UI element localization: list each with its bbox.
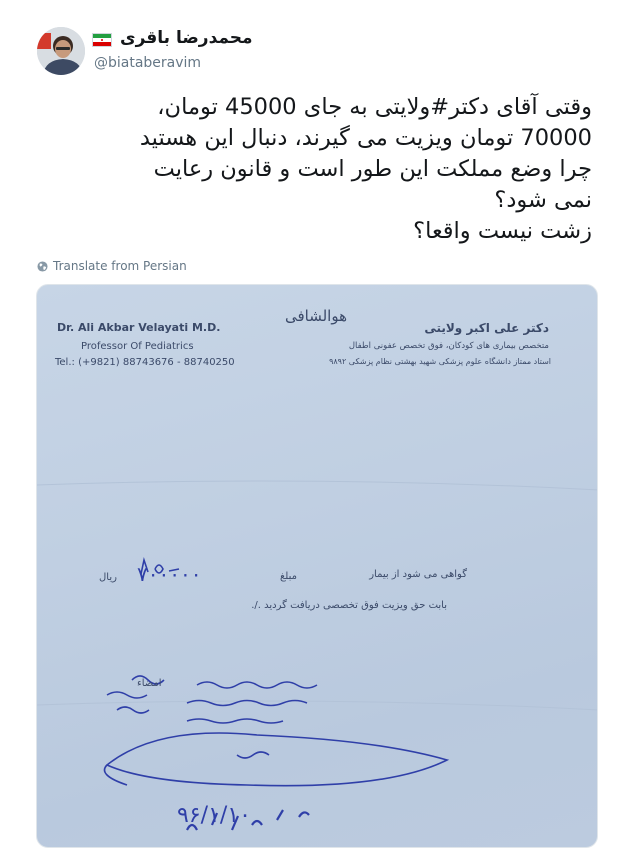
tweet-line: 70000 تومان ویزیت می گیرند، دنبال این هستید [139, 125, 592, 151]
handwritten-date-text: ۹۶/۱/۱۰ [177, 803, 251, 828]
tweet-line: نمی شود؟ [494, 187, 592, 213]
iran-flag-icon [92, 33, 112, 47]
amount-label-fa: مبلغ [279, 571, 297, 582]
patient-line-fa: گواهی می شود از بیمار [369, 569, 467, 580]
avatar-photo [37, 27, 85, 75]
doctor-affiliation-fa: استاد ممتاز دانشگاه علوم پزشکی شهید بهشتی نظام پزشکی ۹۸۹۲ [329, 357, 551, 366]
doctor-phone-en: Tel.: (+9821) 88743676 - 88740250 [55, 357, 235, 368]
tweet-header [0, 0, 631, 88]
translate-label[interactable]: Translate from Persian [53, 259, 187, 273]
avatar[interactable] [37, 27, 85, 75]
doctor-name-en: Dr. Ali Akbar Velayati M.D. [57, 321, 221, 334]
receipt-line-fa: بابت حق ویزیت فوق تخصصی دریافت گردید ./. [251, 600, 447, 611]
signature-scribble [105, 676, 448, 786]
currency-label-fa: ریال [99, 572, 117, 583]
tweet-line: وقتی آقای دکتر#ولایتی به جای 45000 تومان، [157, 94, 592, 120]
prescription-header-fa: هوالشافی [284, 307, 347, 325]
tweet-line: چرا وضع مملکت این طور است و قانون رعایت [153, 156, 592, 182]
signature-label-fa: امضاء [137, 678, 162, 689]
display-name-row[interactable] [92, 28, 253, 54]
tweet-line: زشت نیست واقعا؟ [413, 218, 592, 244]
doctor-title-en: Professor Of Pediatrics [81, 341, 194, 352]
translate-link[interactable] [37, 258, 187, 274]
globe-icon [37, 261, 48, 272]
doctor-specialty-fa: متخصص بیماری های کودکان، فوق تخصص عفونی اطفال [348, 341, 549, 351]
doctor-name-fa: دکتر علی اکبر ولایتی [424, 321, 549, 335]
prescription-image[interactable] [36, 284, 598, 848]
display-name[interactable]: محمدرضا باقری [120, 28, 253, 48]
tweet-text [37, 92, 592, 247]
user-handle[interactable]: @biataberavim [94, 55, 202, 71]
prescription-drawing [37, 285, 598, 848]
amount-value: ۷۰۰۰۰۰ [137, 562, 202, 586]
